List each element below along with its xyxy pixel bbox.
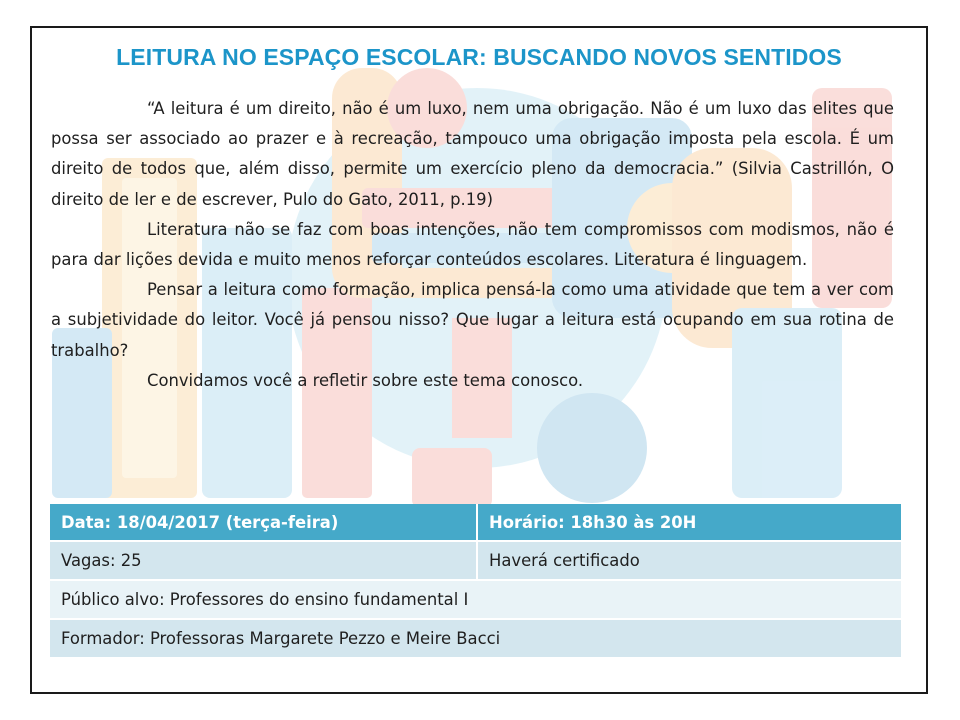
page-title: LEITURA NO ESPAÇO ESCOLAR: BUSCANDO NOVOS SENTIDOS bbox=[116, 44, 842, 70]
paragraph-invitation: Convidamos você a refletir sobre este tema conosco. bbox=[147, 370, 584, 390]
time-cell: Horário: 18h30 às 20H bbox=[478, 504, 903, 542]
paragraph-quote: “A leitura é um direito, não é um luxo, nem uma obrigação. Não é um luxo das elites que possa ser associado ao prazer e à recreação, tampouco uma obrigação imposta pela escola. É um direito de todos que, além disso, permite um exercício pleno da democracia.” (Silvia Castrillón, O direito de ler e de escrever, Pulo do Gato, 2011, p.19) bbox=[51, 99, 894, 209]
table-header-row bbox=[50, 504, 903, 542]
slide-frame bbox=[30, 26, 928, 694]
body-text bbox=[51, 94, 894, 396]
paragraph-literature: Literatura não se faz com boas intenções, não tem compromissos com modismos, não é para dar lições devida e muito menos reforçar conteúdos escolares. Literatura é linguagem. bbox=[51, 219, 894, 270]
table-row bbox=[50, 542, 903, 581]
table-row bbox=[50, 620, 903, 659]
event-info-table bbox=[50, 504, 903, 659]
paragraph-reading: Pensar a leitura como formação, implica pensá-la como uma atividade que tem a ver com a subjetividade do leitor. Você já pensou nisso? Que lugar a leitura está ocupando em sua rotina de trabalho? bbox=[51, 280, 894, 360]
audience-cell: Público alvo: Professores do ensino fundamental I bbox=[50, 581, 903, 620]
vacancies-cell: Vagas: 25 bbox=[50, 542, 478, 581]
trainer-cell: Formador: Professoras Margarete Pezzo e Meire Bacci bbox=[50, 620, 903, 659]
table-row bbox=[50, 581, 903, 620]
date-cell: Data: 18/04/2017 (terça-feira) bbox=[50, 504, 478, 542]
certificate-cell: Haverá certificado bbox=[478, 542, 903, 581]
